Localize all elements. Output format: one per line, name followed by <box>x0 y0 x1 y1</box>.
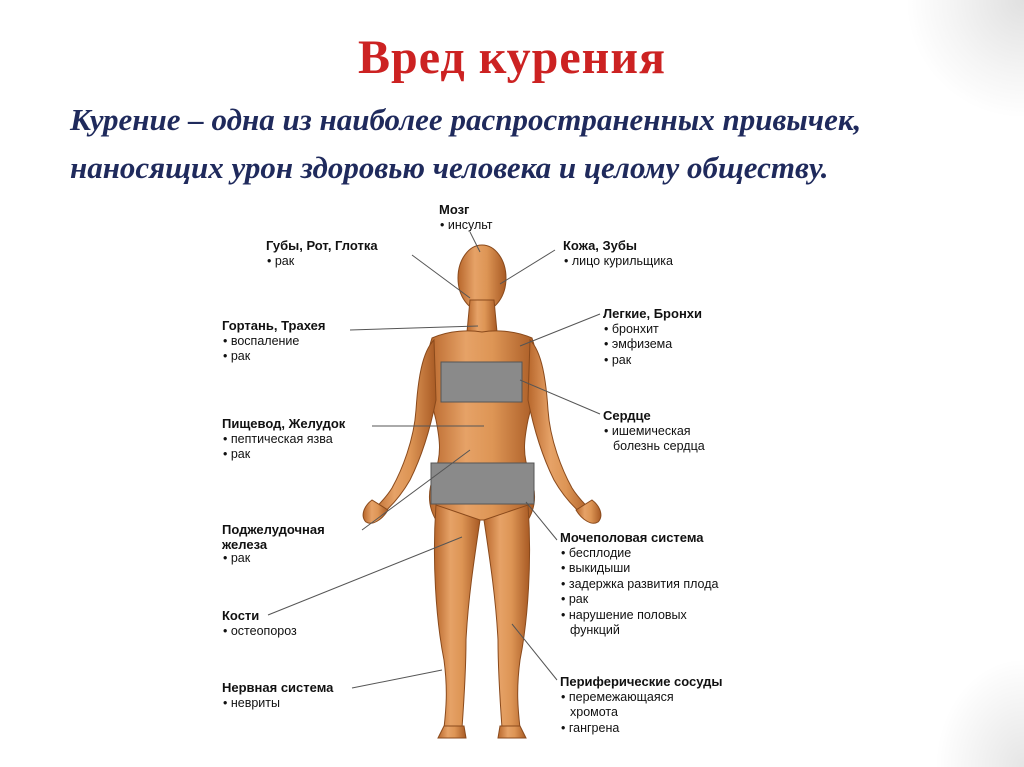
label-skin-item: • лицо курильщика <box>563 254 673 270</box>
label-urogenital-item-3: • задержка развития плода <box>560 577 718 593</box>
subtitle-line-2: наносящих урон здоровью человека и целому обществу. <box>70 150 829 185</box>
subtitle-line-1: Курение – одна из наиболее распространенных привычек, <box>70 102 862 137</box>
label-esophagus-item-2: • рак <box>222 447 345 463</box>
label-esophagus-title: Пищевод, Желудок <box>222 416 346 431</box>
label-skin <box>563 238 673 269</box>
label-bones-title: Кости <box>222 608 260 623</box>
label-nervous <box>222 680 333 711</box>
label-nervous-item: • невриты <box>222 696 333 712</box>
label-vessels <box>560 674 723 736</box>
label-lips <box>266 238 378 269</box>
label-larynx <box>222 318 325 365</box>
label-lungs-item-3: • рак <box>603 353 702 369</box>
label-lungs-item-1: • бронхит <box>603 322 702 338</box>
label-urogenital-item-5: • нарушение половых <box>560 608 718 624</box>
leader-nervous <box>352 670 442 688</box>
leader-urogenital <box>526 502 557 540</box>
left-foot-shape <box>438 726 466 738</box>
leader-skin <box>500 250 555 284</box>
label-vessels-title: Периферические сосуды <box>560 674 723 689</box>
label-lips-item: • рак <box>266 254 378 270</box>
leader-larynx <box>350 326 478 330</box>
left-arm-shape <box>372 340 436 516</box>
label-vessels-item-1-cont: хромота <box>570 705 618 719</box>
label-brain <box>439 202 493 233</box>
label-urogenital-item-1: • бесплодие <box>560 546 718 562</box>
label-pancreas-item: • рак <box>222 551 325 567</box>
neck-shape <box>467 300 497 332</box>
slide-title: Вред курения <box>358 31 666 84</box>
label-heart-item: • ишемическая <box>603 424 705 440</box>
label-urogenital-item-5-cont: функций <box>570 623 620 637</box>
label-vessels-item-1: • перемежающаяся <box>560 690 723 706</box>
label-urogenital-item-4: • рак <box>560 592 718 608</box>
label-brain-item: • инсульт <box>439 218 493 234</box>
right-leg-shape <box>484 505 530 728</box>
censor-box-chest <box>441 362 522 402</box>
label-pancreas <box>222 522 325 566</box>
label-larynx-item-1: • воспаление <box>222 334 325 350</box>
label-skin-title: Кожа, Зубы <box>563 238 638 253</box>
label-bones-item: • остеопороз <box>222 624 297 640</box>
label-larynx-title: Гортань, Трахея <box>222 318 326 333</box>
censor-box-pelvis <box>431 463 534 504</box>
label-brain-title: Мозг <box>439 202 470 217</box>
label-urogenital <box>560 530 718 639</box>
label-lungs <box>603 306 702 368</box>
label-pancreas-title-2: железа <box>222 536 268 552</box>
label-lips-title: Губы, Рот, Глотка <box>266 238 378 253</box>
right-foot-shape <box>498 726 526 738</box>
leader-lungs <box>520 314 600 346</box>
label-heart-title: Сердце <box>603 408 651 423</box>
label-bones <box>222 608 297 639</box>
label-pancreas-title: Поджелудочная <box>222 522 325 537</box>
label-lungs-title: Легкие, Бронхи <box>603 306 703 321</box>
label-vessels-item-2: • гангрена <box>560 721 723 737</box>
label-larynx-item-2: • рак <box>222 349 325 365</box>
label-lungs-item-2: • эмфизема <box>603 337 702 353</box>
label-urogenital-title: Мочеполовая система <box>560 530 704 545</box>
right-arm-shape <box>528 340 592 516</box>
label-esophagus <box>222 416 345 463</box>
label-heart <box>603 408 705 455</box>
label-nervous-title: Нервная система <box>222 680 334 695</box>
label-heart-item-cont: болезнь сердца <box>613 439 705 453</box>
label-esophagus-item-1: • пептическая язва <box>222 432 345 448</box>
label-urogenital-item-2: • выкидыши <box>560 561 718 577</box>
